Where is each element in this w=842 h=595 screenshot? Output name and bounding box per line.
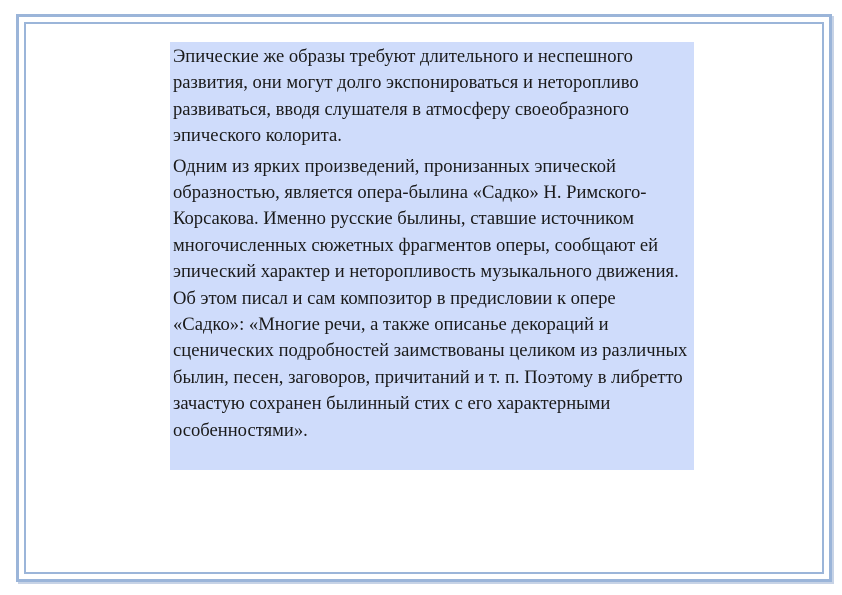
paragraph-1: Эпические же образы требуют длительного и неспешного развития, они могут долго экспонироваться и неторопливо развиваться, вводя слушателя в атмосферу своеобразного эпического колорита. xyxy=(173,46,639,147)
text-box xyxy=(170,42,694,470)
paragraph-2: Одним из ярких произведений, пронизанных эпической образностью, является опера-былина «Садко» Н. Римского-Корсакова. Именно русские былины, ставшие источником многочисленных сюжетных фрагментов оперы, сообщают ей эпический характер и неторопливость музыкального движения. Об этом писал и сам композитор в предисловии к опере «Садко»: «Многие речи, а также описанье декораций и сценических подробностей заимствованы целиком из различных былин, песен, заговоров, причитаний и т. п. Поэтому в либретто зачастую сохранен былинный стих с его характерными особенностями». xyxy=(173,155,688,441)
